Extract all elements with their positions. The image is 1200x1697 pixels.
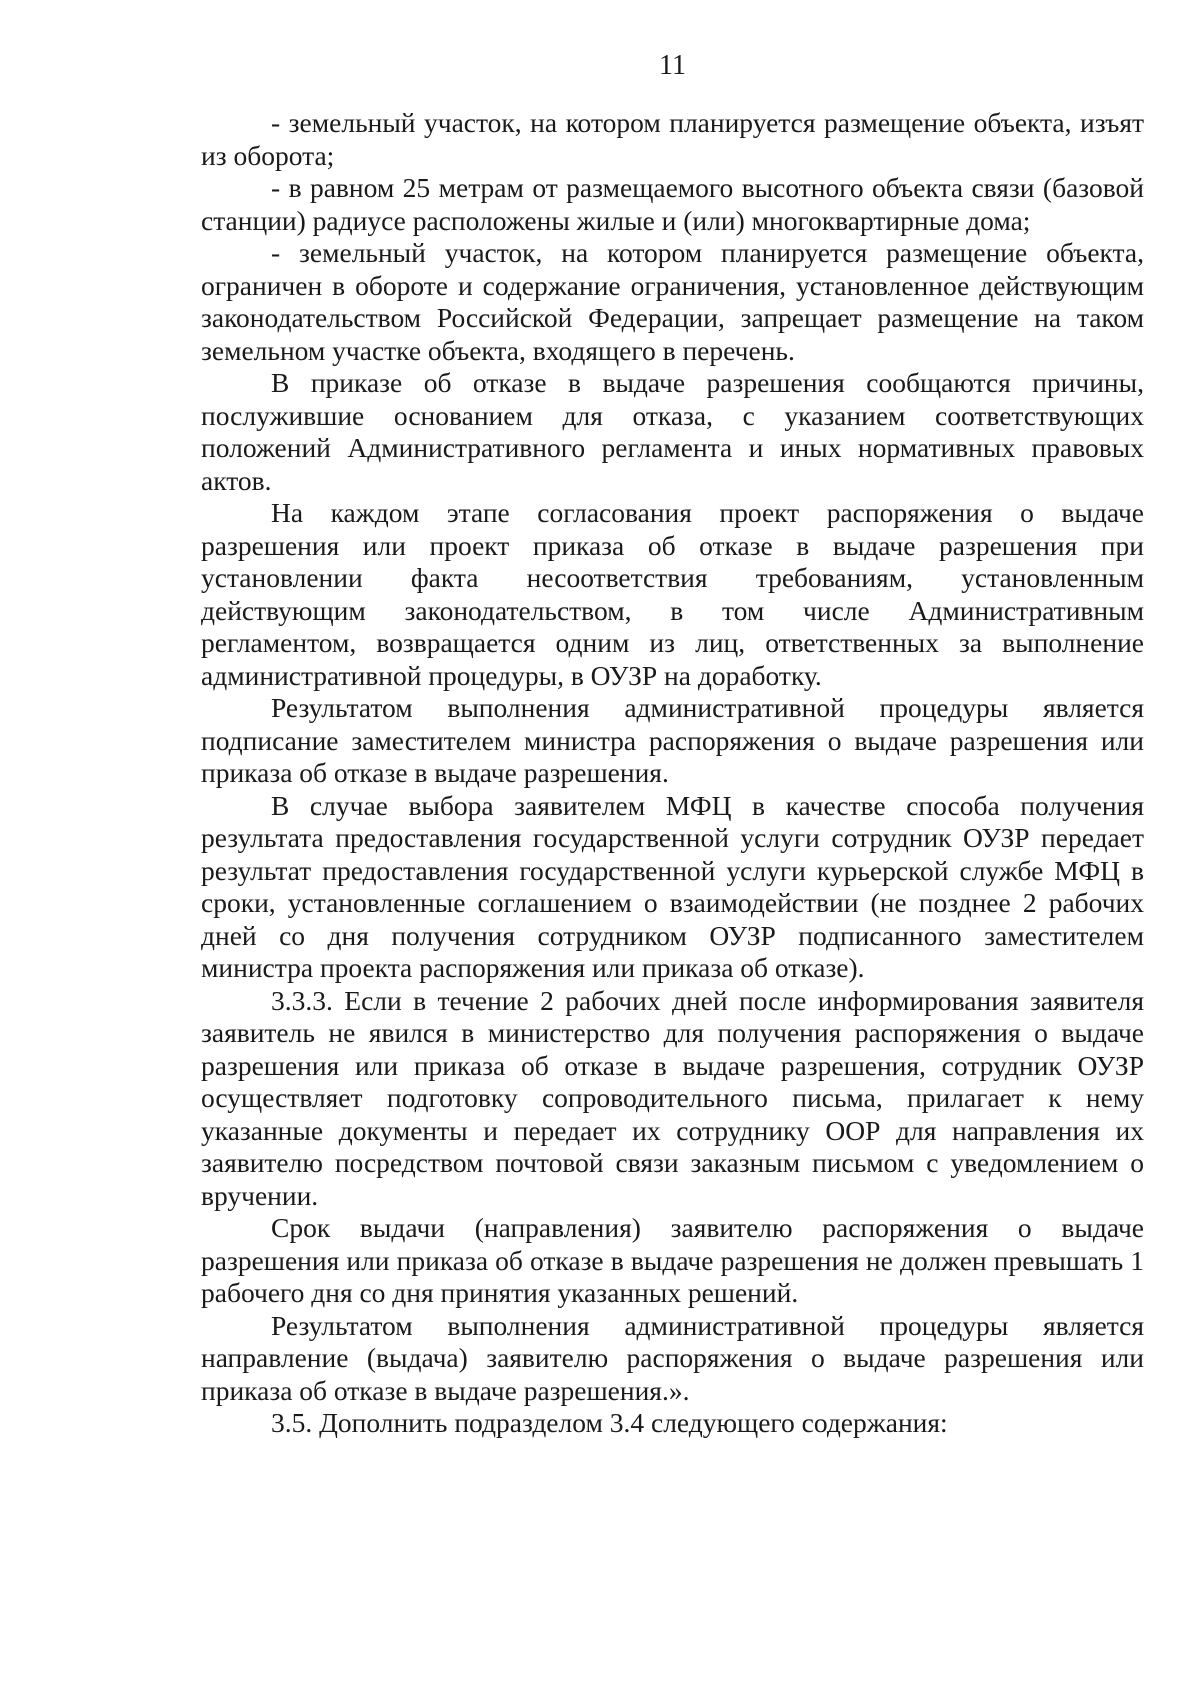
paragraph-mfc-delivery: В случае выбора заявителем МФЦ в качестве способа получения результата предоставления государственной услуги сотрудник ОУЗР передает результат предоставления государственной услуги курьерской службе МФЦ в сроки, установленные соглашением о взаимодействии (не позднее 2 рабочих дней со дня получения сотрудником ОУЗР подписанного заместителем министра проекта распоряжения или приказа об отказе). — [201, 789, 1144, 983]
paragraph-exclusion-seized-land: - земельный участок, на котором планируется размещение объекта, изъят из оборота; — [201, 107, 1144, 171]
page-number: 11 — [659, 50, 686, 81]
paragraph-procedure-result-issuance: Результатом выполнения административной процедуры является направление (выдача) заявителю распоряжения о выдаче разрешения или приказа об отказе в выдаче разрешения.». — [201, 1309, 1144, 1406]
document-body — [201, 107, 1144, 1440]
paragraph-issuance-deadline: Срок выдачи (направления) заявителю распоряжения о выдаче разрешения или приказа об отказе в выдаче разрешения не должен превышать 1 рабочего дня со дня принятия указанных решений. — [201, 1212, 1144, 1308]
paragraph-section-3-5: 3.5. Дополнить подразделом 3.4 следующего содержания: — [271, 1407, 948, 1438]
paragraph-procedure-result-signing: Результатом выполнения административной процедуры является подписание заместителем министра распоряжения о выдаче разрешения или приказа об отказе в выдаче разрешения. — [201, 692, 1144, 788]
paragraph-approval-stages: На каждом этапе согласования проект распоряжения о выдаче разрешения или проект приказа об отказе в выдаче разрешения при установлении факта несоответствия требованиям, установленным действующим законодательством, в том числе Административным регламентом, возвращается одним из лиц, ответственных за выполнение административной процедуры, в ОУЗР на доработку. — [201, 497, 1144, 691]
paragraph-refusal-reasons: В приказе об отказе в выдаче разрешения сообщаются причины, послужившие основанием для отказа, с указанием соответствующих положений Административного регламента и иных нормативных правовых актов. — [201, 367, 1144, 496]
paragraph-section-3-3-3: 3.3.3. Если в течение 2 рабочих дней после информирования заявителя заявитель не явился в министерство для получения распоряжения о выдаче разрешения или приказа об отказе в выдаче разрешения, сотрудник ОУЗР осуществляет подготовку сопроводительного письма, прилагает к нему указанные документы и передает их сотруднику ООР для направления их заявителю посредством почтовой связи заказным письмом с уведомлением о вручении. — [201, 984, 1144, 1211]
paragraph-exclusion-residential-radius: - в равном 25 метрам от размещаемого высотного объекта связи (базовой станции) радиусе расположены жилые и (или) многоквартирные дома; — [201, 172, 1144, 236]
paragraph-exclusion-restricted-land: - земельный участок, на котором планируется размещение объекта, ограничен в обороте и содержание ограничения, установленное действующим законодательством Российской Федерации, запрещает размещение на таком земельном участке объекта, входящего в перечень. — [201, 237, 1144, 366]
